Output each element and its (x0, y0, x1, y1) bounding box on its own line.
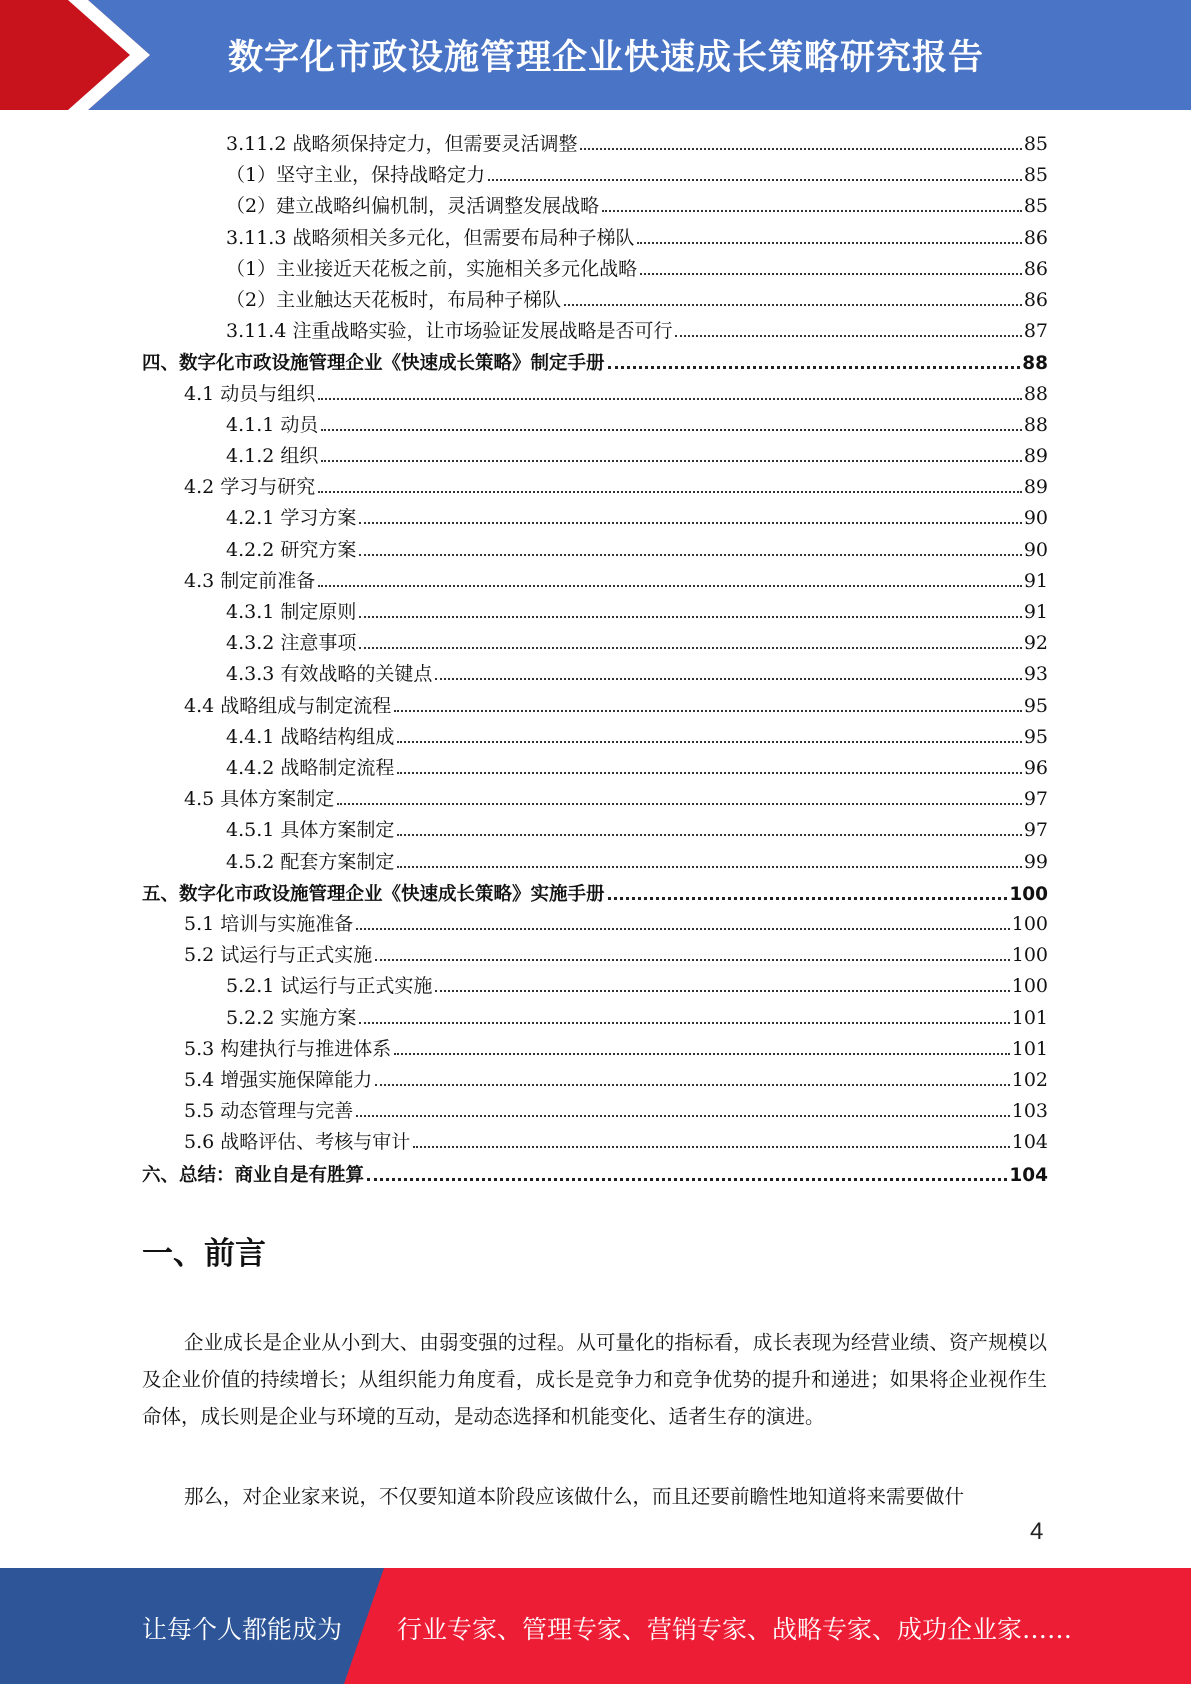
toc-entry-page: 96 (1023, 757, 1048, 779)
toc-entry-page: 97 (1023, 788, 1048, 811)
toc-entry[interactable] (226, 220, 1048, 251)
toc-dot-leader (359, 1000, 1009, 1024)
toc-entry-label: 5.6 战略评估、考核与审计 (184, 1131, 411, 1154)
toc-dot-leader (318, 563, 1022, 587)
toc-dot-leader (394, 688, 1022, 712)
toc-dot-leader (637, 220, 1021, 244)
toc-entry-page: 86 (1023, 289, 1048, 311)
toc-entry-page: 101 (1011, 1006, 1048, 1029)
toc-dot-leader (608, 344, 1021, 369)
page-number: 4 (1030, 1518, 1044, 1545)
toc-entry-page: 87 (1023, 320, 1048, 343)
toc-entry-page: 100 (1011, 975, 1048, 998)
toc-entry[interactable] (226, 968, 1048, 999)
toc-entry-page: 85 (1023, 164, 1048, 187)
toc-entry-label: 五、数字化市政设施管理企业《快速成长策略》实施手册 (142, 883, 605, 905)
toc-entry-page: 100 (1011, 913, 1048, 935)
document-title: 数字化市政设施管理企业快速成长策略研究报告 (228, 38, 985, 78)
toc-entry-label: 5.2 试运行与正式实施 (184, 944, 373, 967)
body-paragraph: 那么，对企业家来说，不仅要知道本阶段应该做什么，而且还要前瞻性地知道将来需要做什 (184, 1485, 965, 1508)
toc-entry-page: 89 (1023, 476, 1048, 499)
toc-entry-page: 104 (1009, 1164, 1048, 1186)
toc-dot-leader (640, 251, 1022, 275)
toc-entry-page: 95 (1023, 725, 1048, 748)
toc-entry-page: 88 (1022, 353, 1048, 375)
toc-dot-leader (435, 968, 1009, 992)
toc-entry[interactable] (184, 1093, 1048, 1124)
toc-entry[interactable] (226, 188, 1048, 219)
toc-entry[interactable] (184, 688, 1048, 719)
toc-dot-leader (564, 282, 1022, 306)
footer-slogan-right: 行业专家、管理专家、营销专家、战略专家、成功企业家…… (397, 1615, 1073, 1644)
toc-entry[interactable] (226, 157, 1048, 188)
toc-entry-label: 4.4.1 战略结构组成 (226, 725, 395, 748)
toc-entry-label: 4.5.2 配套方案制定 (226, 850, 395, 873)
toc-dot-leader (602, 188, 1022, 212)
toc-dot-leader (413, 1124, 1009, 1148)
toc-entry-label: 四、数字化市政设施管理企业《快速成长策略》制定手册 (142, 353, 605, 375)
toc-entry-page: 102 (1011, 1069, 1048, 1091)
toc-entry[interactable] (226, 1000, 1048, 1031)
toc-dot-leader (397, 812, 1021, 836)
toc-entry[interactable] (184, 937, 1048, 968)
page-footer (0, 1568, 1191, 1684)
toc-entry-page: 85 (1023, 133, 1048, 155)
toc-entry-label: 六、总结：商业自是有胜算 (142, 1164, 365, 1186)
toc-entry[interactable] (184, 1062, 1048, 1093)
toc-entry[interactable] (184, 781, 1048, 812)
toc-entry-label: （1）坚守主业，保持战略定力 (226, 164, 486, 187)
section-heading: 一、前言 (142, 1236, 266, 1272)
toc-entry-label: 4.2 学习与研究 (184, 476, 316, 499)
toc-entry-page: 101 (1011, 1037, 1048, 1060)
toc-dot-leader (318, 376, 1022, 400)
toc-entry[interactable] (226, 844, 1048, 875)
toc-entry[interactable] (226, 313, 1048, 344)
toc-entry-page: 99 (1023, 850, 1048, 873)
toc-entry-label: 4.1.2 组织 (226, 445, 319, 467)
toc-entry[interactable] (226, 438, 1048, 469)
toc-entry-page: 88 (1023, 413, 1048, 436)
toc-entry-page: 100 (1009, 883, 1048, 905)
toc-dot-leader (359, 594, 1021, 618)
toc-entry-page: 100 (1011, 944, 1048, 967)
toc-entry-page: 88 (1023, 382, 1048, 405)
toc-entry[interactable] (226, 656, 1048, 687)
toc-entry-label: 5.3 构建执行与推进体系 (184, 1037, 392, 1060)
toc-entry-label: 4.1.1 动员 (226, 413, 319, 436)
toc-entry-label: 4.5.1 具体方案制定 (226, 819, 395, 842)
toc-dot-leader (580, 126, 1021, 150)
toc-entry-label: 5.4 增强实施保障能力 (184, 1069, 373, 1091)
toc-entry-label: （2）主业触达天花板时，布局种子梯队 (226, 289, 562, 311)
toc-entry[interactable] (226, 594, 1048, 625)
toc-entry-page: 104 (1011, 1131, 1048, 1154)
toc-entry-page: 90 (1023, 507, 1048, 530)
toc-entry-label: 3.11.2 战略须保持定力，但需要灵活调整 (226, 133, 578, 155)
toc-entry[interactable] (226, 251, 1048, 282)
toc-entry-label: 4.3.3 有效战略的关键点 (226, 663, 433, 686)
toc-entry-page: 97 (1023, 819, 1048, 842)
toc-entry-label: 5.2.2 实施方案 (226, 1006, 357, 1029)
toc-entry[interactable] (226, 532, 1048, 563)
toc-entry[interactable] (226, 407, 1048, 438)
toc-entry[interactable] (184, 376, 1048, 407)
toc-entry-page: 90 (1023, 538, 1048, 561)
toc-entry-label: 4.1 动员与组织 (184, 382, 316, 405)
toc-entry[interactable] (142, 875, 1048, 906)
toc-entry[interactable] (184, 563, 1048, 594)
toc-entry[interactable] (226, 812, 1048, 843)
toc-dot-leader (435, 656, 1021, 680)
toc-entry[interactable] (226, 126, 1048, 157)
page-header (0, 0, 1191, 110)
toc-entry-page: 92 (1023, 632, 1048, 655)
toc-entry-label: 5.1 培训与实施准备 (184, 913, 354, 935)
toc-entry-page: 93 (1023, 663, 1048, 686)
toc-dot-leader (397, 719, 1021, 743)
toc-entry-page: 86 (1023, 226, 1048, 249)
toc-entry[interactable] (226, 719, 1048, 750)
toc-entry-page: 86 (1023, 257, 1048, 280)
toc-entry-page: 103 (1011, 1100, 1048, 1123)
toc-dot-leader (337, 781, 1022, 805)
toc-dot-leader (359, 532, 1021, 556)
toc-entry[interactable] (184, 469, 1048, 500)
toc-entry-label: （2）建立战略纠偏机制，灵活调整发展战略 (226, 195, 600, 218)
toc-dot-leader (488, 157, 1022, 181)
toc-entry[interactable] (142, 1156, 1048, 1187)
toc-dot-leader (321, 438, 1021, 462)
toc-entry-page: 91 (1023, 569, 1048, 592)
toc-dot-leader (359, 625, 1021, 649)
toc-entry-label: 4.4.2 战略制定流程 (226, 757, 395, 779)
toc-dot-leader (394, 1031, 1009, 1055)
toc-entry-label: 5.5 动态管理与完善 (184, 1100, 354, 1123)
toc-entry-label: 4.2.2 研究方案 (226, 538, 357, 561)
toc-entry[interactable] (184, 906, 1048, 937)
toc-entry[interactable] (184, 1124, 1048, 1155)
toc-entry-label: （1）主业接近天花板之前，实施相关多元化战略 (226, 257, 638, 280)
toc-dot-leader (375, 1062, 1009, 1086)
body-paragraph: 企业成长是企业从小到大、由弱变强的过程。从可量化的指标看，成长表现为经营业绩、资产规模以及企业价值的持续增长；从组织能力角度看，成长是竞争力和竞争优势的提升和递进；如果将企业视作生命体，成长则是企业与环境的互动，是动态选择和机能变化、适者生存的演进。 (142, 1331, 1047, 1428)
toc-entry-page: 85 (1023, 195, 1048, 218)
toc-dot-leader (397, 844, 1021, 868)
toc-entry-label: 4.5 具体方案制定 (184, 788, 335, 811)
toc-dot-leader (318, 469, 1022, 493)
toc-entry[interactable] (226, 500, 1048, 531)
toc-dot-leader (367, 1156, 1007, 1181)
toc-dot-leader (397, 750, 1021, 774)
toc-dot-leader (608, 875, 1008, 900)
toc-dot-leader (356, 1093, 1009, 1117)
toc-entry-page: 89 (1023, 445, 1048, 467)
toc-dot-leader (375, 937, 1009, 961)
toc-entry-label: 4.3 制定前准备 (184, 569, 316, 592)
toc-entry-label: 3.11.4 注重战略实验，让市场验证发展战略是否可行 (226, 320, 673, 343)
toc-entry-page: 91 (1023, 601, 1048, 623)
toc-entry[interactable] (226, 625, 1048, 656)
toc-entry[interactable] (226, 750, 1048, 781)
toc-entry[interactable] (142, 344, 1048, 375)
toc-dot-leader (675, 313, 1021, 337)
toc-entry-label: 4.3.1 制定原则 (226, 601, 357, 623)
toc-entry[interactable] (184, 1031, 1048, 1062)
toc-dot-leader (359, 500, 1021, 524)
toc-entry-label: 4.2.1 学习方案 (226, 507, 357, 530)
footer-slogan-left: 让每个人都能成为 (142, 1615, 343, 1644)
toc-entry[interactable] (226, 282, 1048, 313)
toc-entry-label: 3.11.3 战略须相关多元化，但需要布局种子梯队 (226, 226, 635, 249)
toc-entry-label: 5.2.1 试运行与正式实施 (226, 975, 433, 998)
toc-dot-leader (356, 906, 1009, 930)
toc-entry-label: 4.4 战略组成与制定流程 (184, 694, 392, 717)
toc-entry-label: 4.3.2 注意事项 (226, 632, 357, 655)
toc-entry-page: 95 (1023, 694, 1048, 717)
toc-dot-leader (321, 407, 1021, 431)
